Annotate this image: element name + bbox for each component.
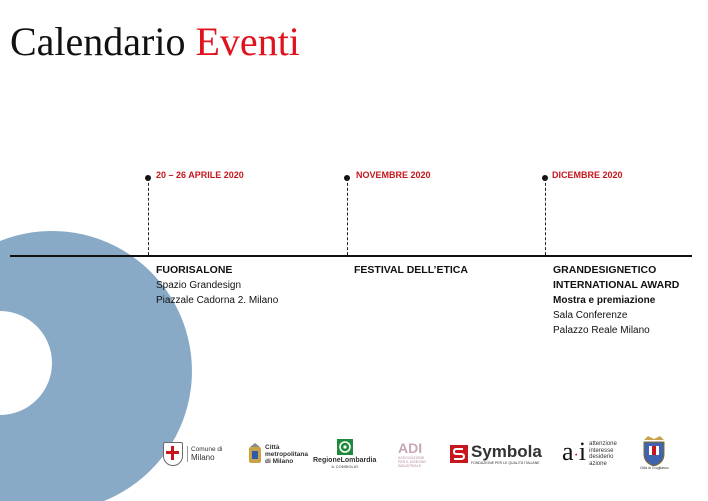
- event-grandesignetico: [553, 263, 679, 338]
- logo-citta-metropolitana: Città metropolitana di Milano: [248, 436, 308, 472]
- logo-aida: a·i attenzione interesse desiderio azione: [562, 436, 617, 472]
- logo-citta-crest: Città di Grugliasco: [640, 436, 669, 472]
- milestone-date-2: NOVEMBRE 2020: [356, 170, 431, 180]
- event-venue: Spazio Grandesign: [156, 280, 242, 291]
- logo-regione-lombardia: RegioneLombardia IL CONSIGLIO: [313, 436, 376, 472]
- event-name-line1: GRANDESIGNETICO: [553, 264, 657, 276]
- logo-comune-milano: Comune di Milano: [163, 436, 222, 472]
- event-address: Palazzo Reale Milano: [553, 325, 650, 336]
- title-main: Calendario: [10, 19, 186, 64]
- event-name: FESTIVAL DELL’ETICA: [354, 264, 468, 276]
- city-crest-icon: [641, 436, 667, 466]
- milestone-connector-3: [545, 178, 546, 255]
- event-fuorisalone: [156, 263, 278, 308]
- milestone-connector-1: [148, 178, 149, 255]
- event-subtitle: Mostra e premiazione: [553, 295, 656, 306]
- timeline-axis: [10, 255, 692, 257]
- title-accent: Eventi: [195, 19, 300, 64]
- event-venue: Sala Conferenze: [553, 310, 628, 321]
- lombardia-rose-icon: [337, 439, 353, 455]
- milestone-date-3: DICEMBRE 2020: [552, 170, 623, 180]
- milestone-date-1: 20 – 26 APRILE 2020: [156, 170, 244, 180]
- logo-adi: ADI ASSOCIAZIONE PER IL DISEGNO INDUSTRIALE: [398, 439, 427, 468]
- milestone-connector-2: [347, 178, 348, 255]
- event-festival-etica: [354, 263, 468, 278]
- milano-crest-icon: [163, 442, 183, 466]
- page-title: [10, 18, 300, 66]
- event-address: Piazzale Cadorna 2. Milano: [156, 295, 279, 306]
- metro-crest-icon: [248, 443, 262, 465]
- event-name-line2: INTERNATIONAL AWARD: [553, 279, 680, 291]
- partner-logos: [160, 436, 705, 476]
- symbola-mark-icon: [450, 445, 468, 463]
- aida-mark-icon: a·i: [562, 437, 587, 466]
- logo-symbola: Symbola FONDAZIONE PER LE QUALITÀ ITALIANE: [450, 436, 542, 472]
- event-name: FUORISALONE: [156, 264, 233, 276]
